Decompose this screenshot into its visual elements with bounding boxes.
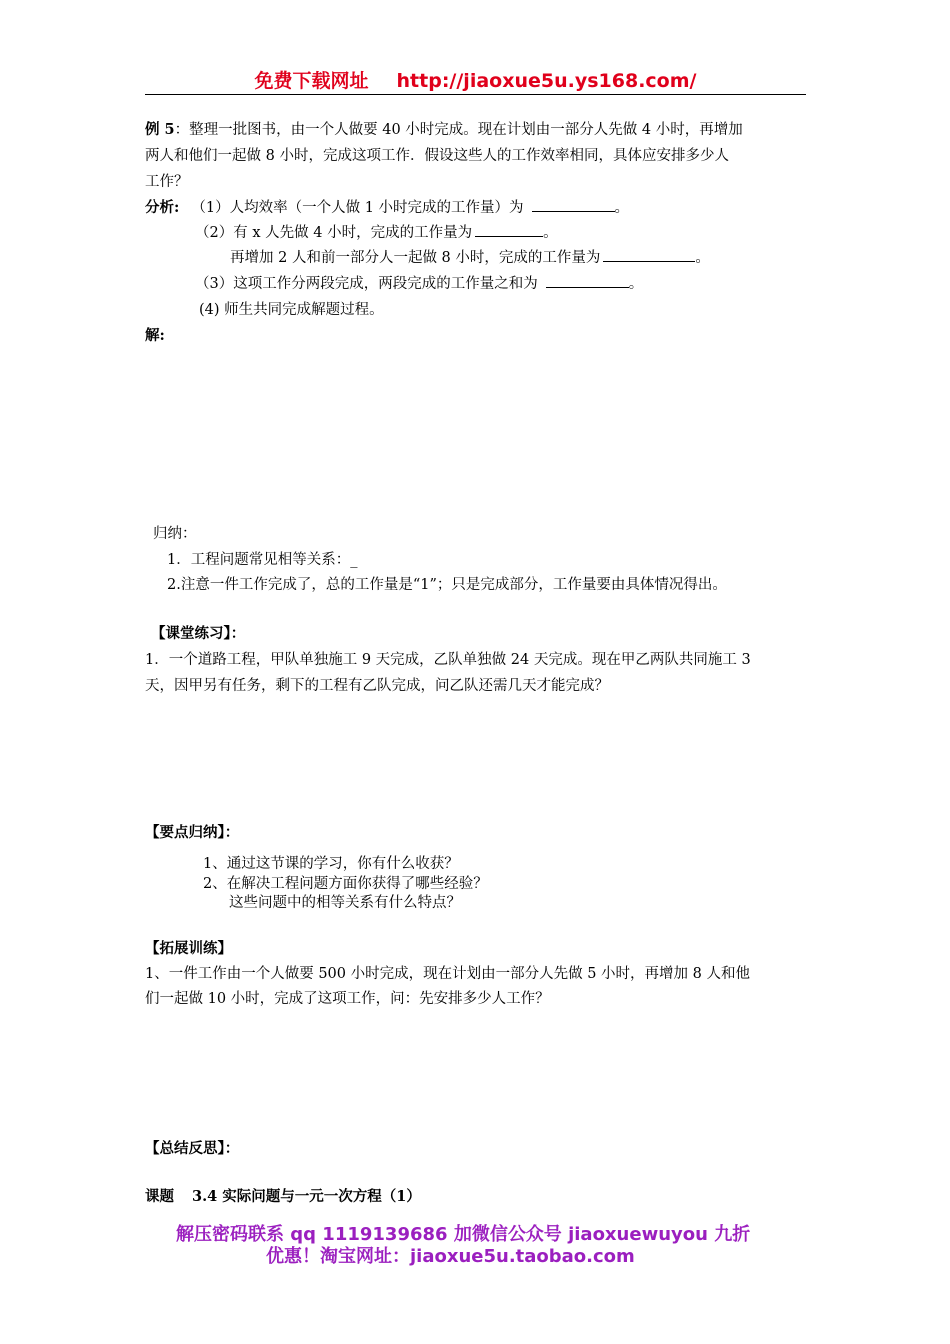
extension-line2: 们一起做 10 小时，完成了这项工作，问：先安排多少人工作？ (145, 991, 550, 1007)
answer-blank[interactable] (603, 247, 695, 262)
footer-line1: 解压密码联系 qq 1119139686 加微信公众号 jiaoxuewuyou 九折 (176, 1224, 751, 1245)
header-url[interactable]: http://jiaoxue5u.ys168.com/ (396, 70, 697, 92)
analysis-item2b: 再增加 2 人和前一部分人一起做 8 小时，完成的工作量为 。 (230, 246, 710, 267)
key-points-heading: 【要点归纳】： (145, 824, 240, 841)
example5-label: 例 5 (145, 121, 175, 138)
topic-label: 课题 (145, 1188, 174, 1205)
reflection-heading: 【总结反思】： (145, 1140, 240, 1157)
extension-heading: 【拓展训练】 (145, 940, 232, 957)
topic-line (145, 1185, 421, 1206)
solution-label: 解: (145, 327, 165, 344)
summary-item1: 1．工程问题常见相等关系：_ (167, 552, 358, 568)
example5-line3: 工作？ (145, 174, 189, 190)
header-title: 免费下载网址 (254, 70, 369, 92)
answer-blank[interactable] (532, 197, 615, 212)
analysis-item2: （2）有 x 人先做 4 小时，完成的工作量为 。 (195, 221, 558, 242)
answer-blank[interactable] (475, 222, 543, 237)
analysis-item1: 分析: （1）人均效率（一个人做 1 小时完成的工作量）为 。 (145, 199, 630, 216)
key-points-item1: 1、通过这节课的学习，你有什么收获？ (203, 856, 459, 872)
practice-line2: 天，因甲另有任务，剩下的工程有乙队完成，问乙队还需几天才能完成？ (145, 678, 609, 694)
summary-item2: 2.注意一件工作完成了，总的工作量是“1”；只是完成部分，工作量要由具体情况得出。 (167, 577, 727, 593)
topic-title: 3.4 实际问题与一元一次方程（1） (192, 1188, 421, 1205)
key-points-item2b: 这些问题中的相等关系有什么特点？ (229, 895, 461, 911)
summary-label: 归纳： (153, 526, 197, 542)
footer-line2: 优惠！淘宝网址：jiaoxue5u.taobao.com (266, 1246, 635, 1267)
answer-blank[interactable] (546, 273, 629, 288)
key-points-item2: 2、在解决工程问题方面你获得了哪些经验？ (203, 876, 488, 892)
example5-line1: 例 5：整理一批图书，由一个人做要 40 小时完成。现在计划由一部分人先做 4 小时，再增加 (145, 121, 743, 138)
analysis-item4: (4) 师生共同完成解题过程。 (199, 302, 384, 318)
example5-line2: 两人和他们一起做 8 小时，完成这项工作．假设这些人的工作效率相同，具体应安排多少人 (145, 148, 729, 164)
practice-heading: 【课堂练习】： (151, 625, 246, 642)
analysis-label: 分析: (145, 199, 180, 216)
analysis-item3: （3）这项工作分两段完成，两段完成的工作量之和为 。 (195, 272, 643, 293)
practice-line1: 1．一个道路工程，甲队单独施工 9 天完成，乙队单独做 24 天完成。现在甲乙两队共同施工 3 (145, 652, 751, 668)
page-header (145, 66, 806, 95)
extension-line1: 1、一件工作由一个人做要 500 小时完成，现在计划由一部分人先做 5 小时，再增加 8 人和他 (145, 966, 751, 982)
